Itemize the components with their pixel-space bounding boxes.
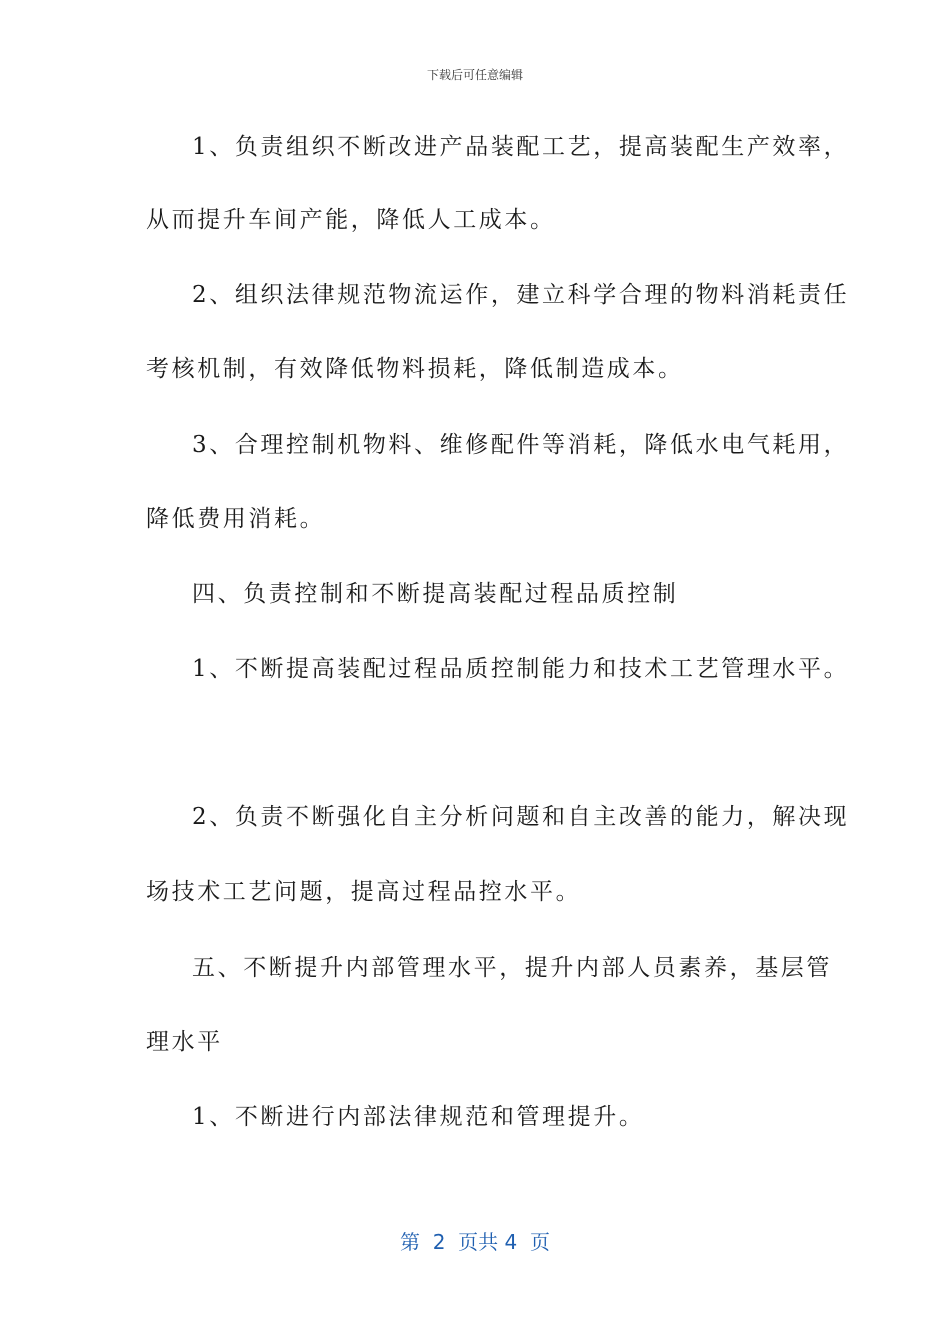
paragraph-line: 考核机制，有效降低物料损耗，降低制造成本。 (146, 356, 684, 382)
paragraph-line: 3、合理控制机物料、维修配件等消耗，降低水电气耗用， (192, 432, 850, 458)
paragraph-line: 场技术工艺问题，提高过程品控水平。 (146, 879, 582, 905)
paragraph-line: 1、不断进行内部法律规范和管理提升。 (192, 1104, 645, 1130)
paragraph-line: 从而提升车间产能，降低人工成本。 (146, 207, 556, 233)
section-heading-continuation: 理水平 (146, 1029, 223, 1055)
paragraph-line: 1、负责组织不断改进产品装配工艺，提高装配生产效率， (192, 134, 850, 160)
section-heading: 四、负责控制和不断提高装配过程品质控制 (192, 581, 679, 607)
paragraph-line: 2、组织法律规范物流运作，建立科学合理的物料消耗责任 (192, 282, 850, 308)
section-heading: 五、不断提升内部管理水平，提升内部人员素养，基层管 (192, 955, 832, 981)
paragraph-line: 降低费用消耗。 (146, 506, 326, 532)
paragraph-line: 2、负责不断强化自主分析问题和自主改善的能力，解决现 (192, 804, 850, 830)
paragraph-line: 1、不断提高装配过程品质控制能力和技术工艺管理水平。 (192, 656, 850, 682)
page-number-footer: 第 2 页共 4 页 (400, 1230, 550, 1254)
page-header: 下载后可任意编辑 (426, 68, 523, 82)
